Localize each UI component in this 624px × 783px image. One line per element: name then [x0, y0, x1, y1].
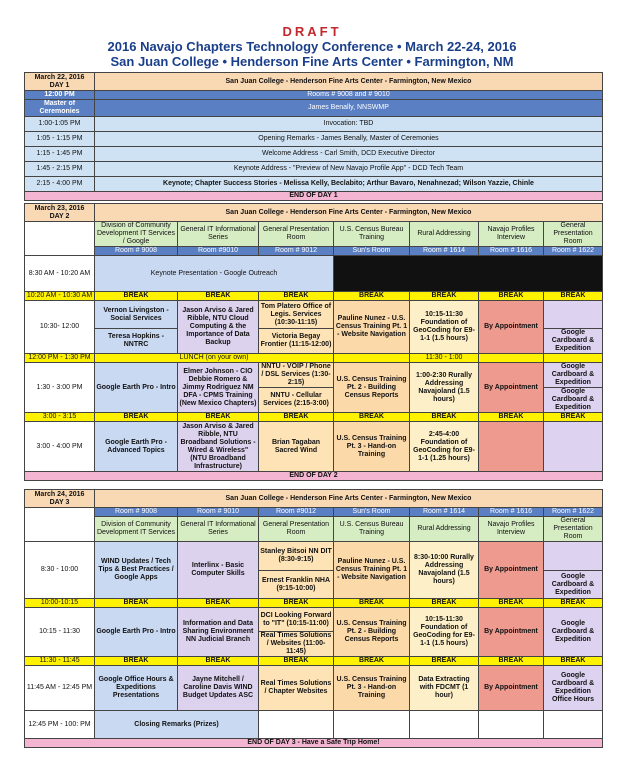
session-cell: Pauline Nunez - U.S. Census Training Pt. 1 - Website Navigation	[334, 301, 410, 354]
day3-date: March 24, 2016 DAY 3	[25, 490, 95, 508]
day1-item: Invocation: TBD	[95, 117, 603, 132]
session-cell: Google Earth Pro - Intro	[95, 608, 178, 657]
blank-cell	[25, 222, 95, 256]
break-time: 11:30 - 11:45	[25, 657, 95, 666]
track-header: General Presentation Room	[544, 222, 603, 247]
session-cell: Google Office Hours & Expeditions Presentations	[95, 666, 178, 711]
session-cell: DCI Looking Forward to "IT" (10:15-11:00)	[259, 608, 334, 632]
session-time: 3:00 - 4:00 PM	[25, 422, 95, 472]
blocked-cell	[334, 256, 603, 292]
session-cell: Google Cardboard & Expedition	[544, 329, 603, 354]
day1-item: Opening Remarks - James Benally, Master of Ceremonies	[95, 132, 603, 147]
track-header: General Presentation Room	[259, 517, 334, 542]
session-cell: Google Earth Pro - Intro	[95, 363, 178, 413]
session-cell: Jayne Mitchell / Caroline Davis WIND Budget Updates ASC	[178, 666, 259, 711]
break-cell: BREAK	[410, 599, 479, 608]
track-header: General IT Informational Series	[178, 222, 259, 247]
closing-cell: Closing Remarks (Prizes)	[95, 711, 259, 739]
break-cell: BREAK	[544, 599, 603, 608]
session-time: 10:30- 12:00	[25, 301, 95, 354]
room-label: Room # 9008	[95, 508, 178, 517]
draft-label: DRAFT	[282, 24, 342, 39]
empty-cell	[479, 711, 544, 739]
lunch-rural: 11:30 - 1:00	[410, 354, 479, 363]
room-label: Room # 1616	[479, 247, 544, 256]
session-time: 1:30 - 3:00 PM	[25, 363, 95, 413]
lunch-cell: LUNCH (on your own)	[95, 354, 334, 363]
session-cell: By Appointment	[479, 363, 544, 413]
break-cell: BREAK	[178, 413, 259, 422]
break-cell: BREAK	[178, 292, 259, 301]
day1-location: San Juan College - Henderson Fine Arts Center - Farmington, New Mexico	[95, 73, 603, 91]
track-header: Navajo Profiles Interview	[479, 517, 544, 542]
break-cell: BREAK	[479, 292, 544, 301]
session-cell: Stanley Bitsoi NN DIT (8:30-9:15)	[259, 542, 334, 571]
session-cell: 2:45-4:00 Foundation of GeoCoding for E9-1-1 (1.25 hours)	[410, 422, 479, 472]
room-label: Room # 9010	[178, 508, 259, 517]
room-label: Room # 1622	[544, 508, 603, 517]
break-time: 3:00 - 3:15	[25, 413, 95, 422]
track-header: General IT Informational Series	[178, 517, 259, 542]
day1-time: 1:00-1:05 PM	[25, 117, 95, 132]
session-cell: Interlinx - Basic Computer Skills	[178, 542, 259, 599]
day1-item: Welcome Address - Carl Smith, DCD Executive Director	[95, 147, 603, 162]
session-cell	[544, 542, 603, 571]
session-cell: By Appointment	[479, 608, 544, 657]
session-time: 8:30 - 10:00	[25, 542, 95, 599]
blank-cell	[25, 508, 95, 542]
day1-item: Keynote Address - "Preview of New Navajo Profile App" - DCD Tech Team	[95, 162, 603, 177]
day1-time: 1:45 - 2:15 PM	[25, 162, 95, 177]
break-cell: BREAK	[259, 292, 334, 301]
day1-time: 1:15 - 1:45 PM	[25, 147, 95, 162]
day1-table	[24, 72, 603, 201]
session-cell: Jason Arviso & Jared Ribble, NTU Cloud Computing & the Importance of Data Backup	[178, 301, 259, 354]
room-label: Room # 1622	[544, 247, 603, 256]
session-cell: Google Cardboard & Expedition	[544, 363, 603, 388]
session-cell: U.S. Census Training Pt. 3 - Hand-on Training	[334, 422, 410, 472]
break-cell: BREAK	[95, 657, 178, 666]
session-cell	[479, 422, 544, 472]
empty-cell	[410, 711, 479, 739]
room-label: Room # 9008	[95, 247, 178, 256]
room-label: Room # 9012	[259, 247, 334, 256]
session-cell: Google Cardboard & Expedition	[544, 388, 603, 413]
day3-table	[24, 489, 603, 748]
day2-table	[24, 203, 603, 481]
session-cell: Teresa Hopkins - NNTRC	[95, 329, 178, 354]
track-header: Navajo Profiles Interview	[479, 222, 544, 247]
session-cell	[544, 422, 603, 472]
break-cell: BREAK	[178, 599, 259, 608]
break-cell: BREAK	[544, 413, 603, 422]
day3-location: San Juan College - Henderson Fine Arts Center - Farmington, New Mexico	[95, 490, 603, 508]
day1-time: 1:05 - 1:15 PM	[25, 132, 95, 147]
track-header: General Presentation Room	[259, 222, 334, 247]
session-cell: 10:15-11:30 Foundation of GeoCoding for E9-1-1 (1.5 hours)	[410, 608, 479, 657]
session-cell	[544, 301, 603, 329]
track-header: Division of Community Development IT Services / Google	[95, 222, 178, 247]
empty-cell	[334, 711, 410, 739]
room-label: Room # 1614	[410, 247, 479, 256]
session-time: 12:45 PM - 100: PM	[25, 711, 95, 739]
session-cell: Information and Data Sharing Environment NN Judicial Branch	[178, 608, 259, 657]
session-cell: NNTU - VOIP / Phone / DSL Services (1:30-2:15)	[259, 363, 334, 388]
break-time: 10:20 AM - 10:30 AM	[25, 292, 95, 301]
empty-cell	[259, 711, 334, 739]
session-cell: Google Earth Pro - Advanced Topics	[95, 422, 178, 472]
session-time: 10:15 - 11:30	[25, 608, 95, 657]
break-cell: BREAK	[544, 657, 603, 666]
break-cell: BREAK	[259, 657, 334, 666]
session-cell: 10:15-11:30 Foundation of GeoCoding for E9-1-1 (1.5 hours)	[410, 301, 479, 354]
day1-date: March 22, 2016 DAY 1	[25, 73, 95, 91]
break-cell: BREAK	[259, 413, 334, 422]
session-cell: By Appointment	[479, 301, 544, 354]
venue-title: San Juan College • Henderson Fine Arts Center • Farmington, NM	[110, 54, 514, 69]
break-cell: BREAK	[259, 599, 334, 608]
session-cell: By Appointment	[479, 666, 544, 711]
track-header: Division of Community Development IT Services	[95, 517, 178, 542]
room-label: Sun's Room	[334, 508, 410, 517]
session-cell: Google Cardboard & Expedition	[544, 608, 603, 657]
break-cell: BREAK	[410, 292, 479, 301]
keynote-time: 8:30 AM - 10:20 AM	[25, 256, 95, 292]
room-label: Sun's Room	[334, 247, 410, 256]
session-cell: Real Times Solutions / Chapter Websites	[259, 666, 334, 711]
empty-cell	[544, 711, 603, 739]
session-cell: 8:30-10:00 Rurally Addressing Navajoland (1.5 hours)	[410, 542, 479, 599]
moc-name: James Benally, NNSWMP	[95, 100, 603, 117]
session-cell: Elmer Johnson - CIO Debbie Romero & Jimmy Rodriguez NM DFA - CPMS Training (New Mexico Chapters)	[178, 363, 259, 413]
session-cell: Real Times Solutions / Websites (11:00-11:45)	[259, 632, 334, 657]
session-cell: NNTU - Cellular Services (2:15-3:00)	[259, 388, 334, 413]
session-cell: Brian Tagaban Sacred Wind	[259, 422, 334, 472]
day1-end: END OF DAY 1	[25, 192, 603, 201]
room-label: Room # 1614	[410, 508, 479, 517]
session-cell: Vernon Livingston - Social Services	[95, 301, 178, 329]
break-cell: BREAK	[95, 292, 178, 301]
session-cell: U.S. Census Training Pt. 2 - Building Census Reports	[334, 363, 410, 413]
keynote-cell: Keynote Presentation - Google Outreach	[95, 256, 334, 292]
session-cell: Ernest Franklin NHA (9:15-10:00)	[259, 571, 334, 599]
day1-item: Keynote; Chapter Success Stories - Melissa Kelly, Beclabito; Arthur Bavaro, Nenahnezad; Wilson Yazzie, Chinle	[95, 177, 603, 192]
track-header: General Presentation Room	[544, 517, 603, 542]
track-header: U.S. Census Bureau Training	[334, 222, 410, 247]
session-cell: Victoria Begay Frontier (11:15-12:00)	[259, 329, 334, 354]
break-cell: BREAK	[479, 657, 544, 666]
lunch-cell	[334, 354, 410, 363]
track-header: Rural Addressing	[410, 222, 479, 247]
break-cell: BREAK	[544, 292, 603, 301]
session-cell: U.S. Census Training Pt. 2 - Building Census Reports	[334, 608, 410, 657]
room-label: Room #9010	[178, 247, 259, 256]
session-cell: Google Cardboard & Expedition Office Hours	[544, 666, 603, 711]
break-cell: BREAK	[334, 292, 410, 301]
session-time: 11:45 AM - 12:45 PM	[25, 666, 95, 711]
break-cell: BREAK	[410, 413, 479, 422]
break-cell: BREAK	[479, 413, 544, 422]
session-cell: WIND Updates / Tech Tips & Best Practices / Google Apps	[95, 542, 178, 599]
break-cell: BREAK	[334, 599, 410, 608]
session-cell: Data Extracting with FDCMT (1 hour)	[410, 666, 479, 711]
day3-end: END OF DAY 3 - Have a Safe Trip Home!	[25, 739, 603, 748]
break-cell: BREAK	[479, 599, 544, 608]
conference-title: 2016 Navajo Chapters Technology Conference • March 22-24, 2016	[107, 39, 517, 54]
lunch-cell	[479, 354, 544, 363]
day2-date: March 23, 2016 DAY 2	[25, 204, 95, 222]
session-cell: Tom Platero Office of Legis. Services (10:30-11:15)	[259, 301, 334, 329]
room-label: Room #9012	[259, 508, 334, 517]
day1-time: 2:15 - 4:00 PM	[25, 177, 95, 192]
break-cell: BREAK	[178, 657, 259, 666]
day1-noon: 12:00 PM	[25, 91, 95, 100]
day1-rooms: Rooms # 9008 and # 9010	[95, 91, 603, 100]
session-cell: Google Cardboard & Expedition	[544, 571, 603, 599]
break-cell: BREAK	[95, 599, 178, 608]
break-cell: BREAK	[410, 657, 479, 666]
room-label: Room # 1616	[479, 508, 544, 517]
session-cell: Jason Arviso & Jared Ribble, NTU Broadband Solutions - Wired & Wireless" (NTU Broadband Infrastructure)	[178, 422, 259, 472]
day2-location: San Juan College - Henderson Fine Arts Center - Farmington, New Mexico	[95, 204, 603, 222]
break-cell: BREAK	[95, 413, 178, 422]
break-cell: BREAK	[334, 413, 410, 422]
lunch-cell	[544, 354, 603, 363]
track-header: U.S. Census Bureau Training	[334, 517, 410, 542]
day2-end: END OF DAY 2	[25, 472, 603, 481]
lunch-time: 12:00 PM - 1:30 PM	[25, 354, 95, 363]
session-cell: 1:00-2:30 Rurally Addressing Navajoland (1.5 hours)	[410, 363, 479, 413]
session-cell: By Appointment	[479, 542, 544, 599]
session-cell: Pauline Nunez - U.S. Census Training Pt. 1 - Website Navigation	[334, 542, 410, 599]
break-cell: BREAK	[334, 657, 410, 666]
moc-label: Master of Ceremonies	[25, 100, 95, 117]
track-header: Rural Addressing	[410, 517, 479, 542]
session-cell: U.S. Census Training Pt. 3 - Hand-on Training	[334, 666, 410, 711]
break-time: 10:00-10:15	[25, 599, 95, 608]
